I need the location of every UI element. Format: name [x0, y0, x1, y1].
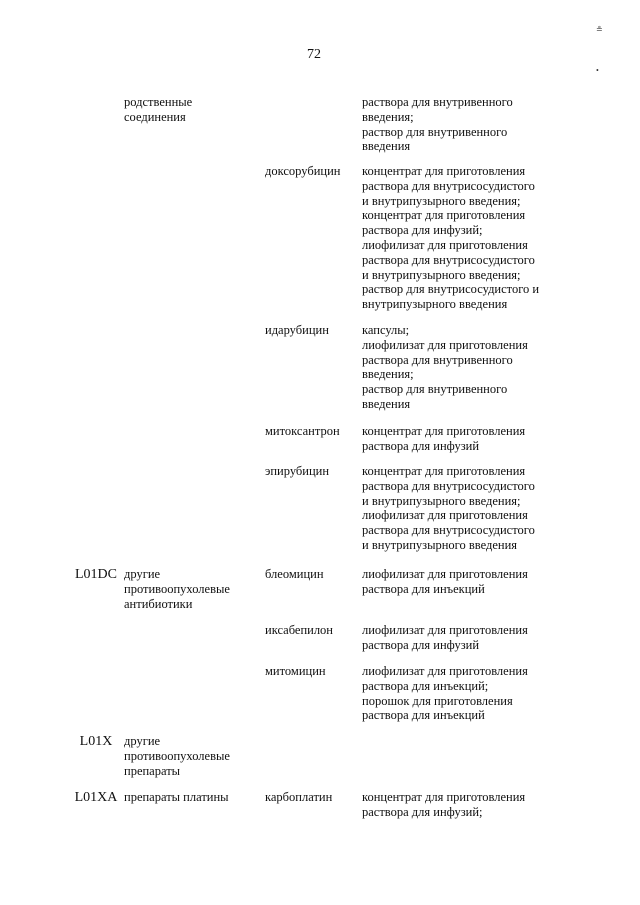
dosage-form: концентрат для приготовления раствора для внутрисосудистого и внутрипузырного введения; концентрат для приготовления раствора для инфузий; лиофилизат для приготовления раствора для внутрисосудистого и внутрипузырного введения; раствор для внутрисосудистого и внутрипузырного введения	[362, 164, 540, 312]
corner-mark-bottom: •	[596, 66, 599, 75]
drug-name: эпирубицин	[265, 464, 330, 478]
drug-name: митомицин	[265, 664, 326, 678]
dosage-form: лиофилизат для приготовления раствора для инъекций; порошок для приготовления раствора для инъекций	[362, 664, 528, 723]
dosage-form: лиофилизат для приготовления раствора для инфузий	[362, 623, 528, 652]
group-name: препараты платины	[124, 790, 229, 804]
drug-name: идарубицин	[265, 323, 329, 337]
group-name: родственные соединения	[124, 95, 193, 124]
drug-name: иксабепилон	[265, 623, 333, 637]
dosage-form: концентрат для приготовления раствора для инфузий	[362, 424, 526, 453]
atc-code: L01X	[79, 734, 113, 749]
corner-mark-top: ≗	[596, 25, 603, 34]
dosage-form: лиофилизат для приготовления раствора для инъекций	[362, 567, 528, 596]
dosage-form: раствора для внутривенного введения; раствор для внутривенного введения	[362, 95, 513, 154]
drug-name: блеомицин	[265, 567, 324, 581]
group-name: другие противоопухолевые антибиотики	[124, 567, 230, 611]
drug-name: митоксантрон	[265, 424, 340, 438]
dosage-form: концентрат для приготовления раствора для внутрисосудистого и внутрипузырного введения; лиофилизат для приготовления раствора для внутрисосудистого и внутрипузырного введения	[362, 464, 535, 552]
drug-name: доксорубицин	[265, 164, 341, 178]
dosage-form: капсулы; лиофилизат для приготовления раствора для внутривенного введения; раствор для внутривенного введения	[362, 323, 528, 411]
atc-code: L01DC	[75, 567, 117, 582]
drug-name: карбоплатин	[265, 790, 333, 804]
dosage-form: концентрат для приготовления раствора для инфузий;	[362, 790, 526, 819]
atc-code: L01XA	[74, 790, 118, 805]
page-number: 72	[307, 47, 321, 62]
group-name: другие противоопухолевые препараты	[124, 734, 230, 778]
